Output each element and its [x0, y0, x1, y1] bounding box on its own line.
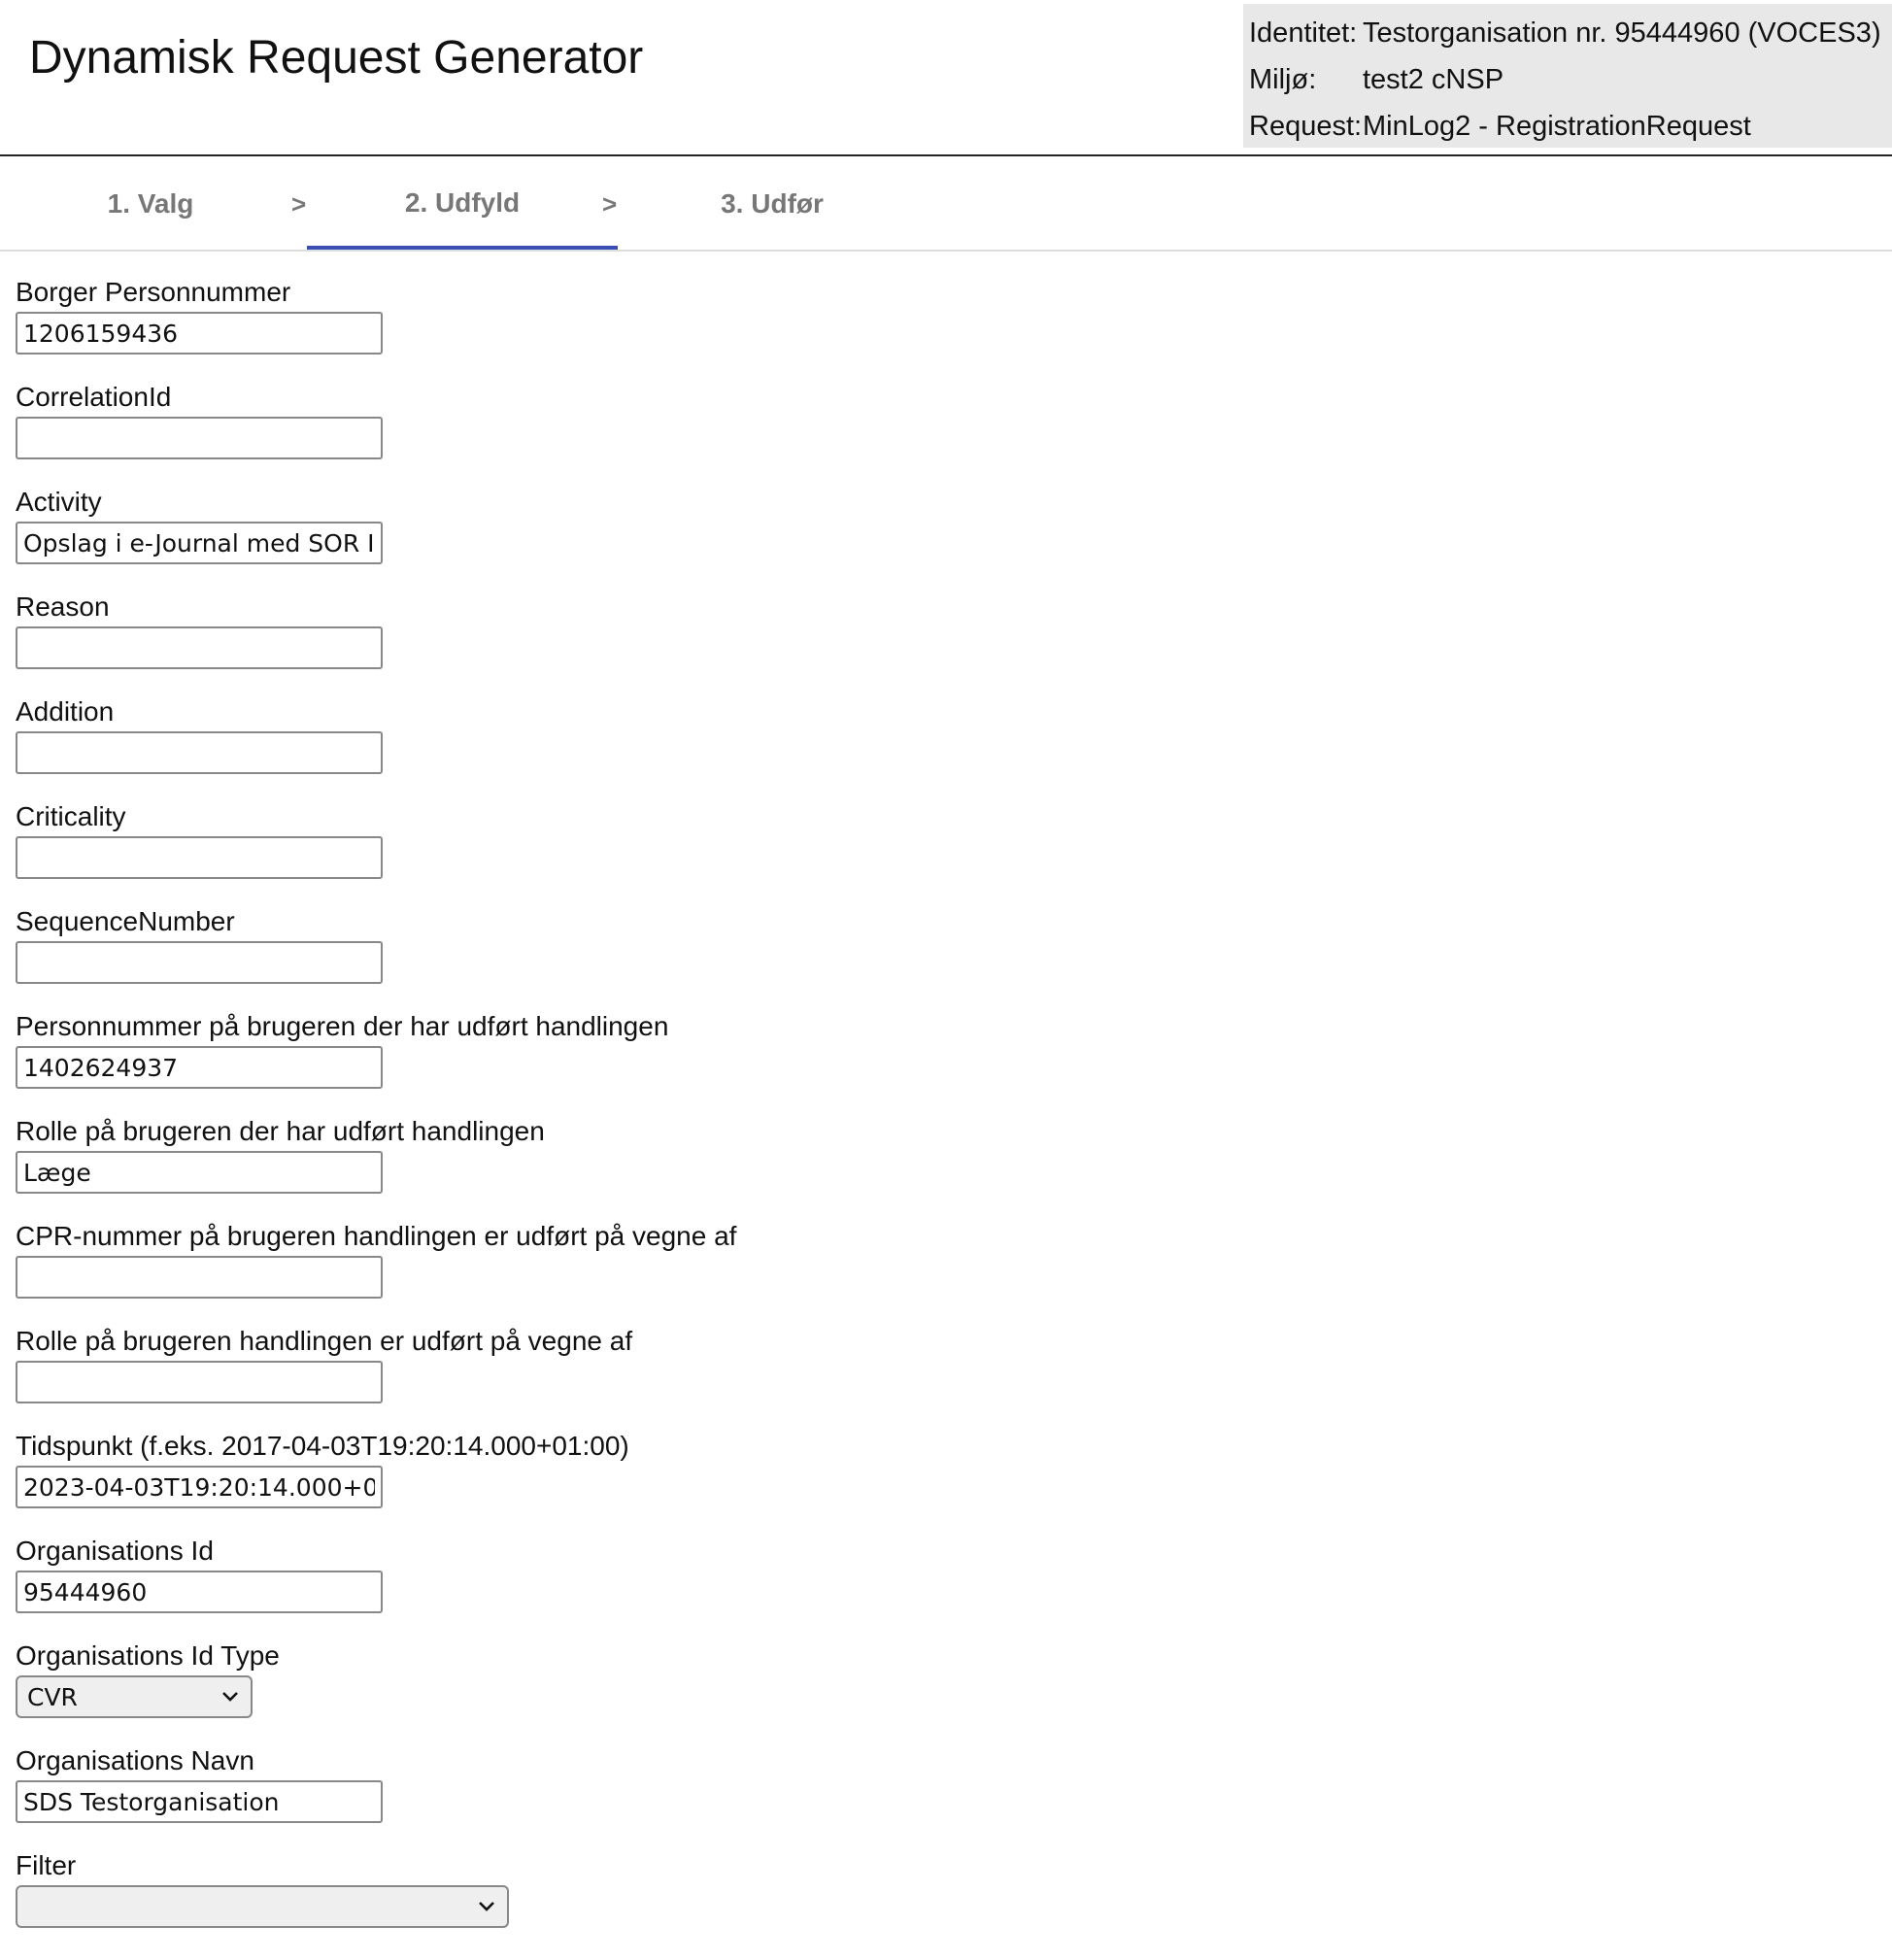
field-label: Organisations Navn — [16, 1745, 254, 1775]
field-organisation-id — [16, 1534, 736, 1639]
field-label: Organisations Id — [16, 1536, 214, 1566]
info-value: MinLog2 - RegistrationRequest — [1363, 110, 1751, 142]
borger-personnummer-input[interactable] — [16, 312, 383, 355]
field-label: Personnummer på brugeren der har udført handlingen — [16, 1011, 669, 1041]
info-value: Testorganisation nr. 95444960 (VOCES3) — [1363, 17, 1881, 49]
page-header — [0, 0, 1892, 156]
field-label: CorrelationId — [16, 382, 172, 412]
info-row-identity — [1249, 10, 1892, 56]
field-on-behalf-cpr — [16, 1219, 736, 1324]
chevron-down-icon — [221, 1691, 239, 1703]
field-reason — [16, 590, 736, 694]
organisation-name-input[interactable] — [16, 1780, 383, 1823]
app-title: Dynamisk Request Generator — [29, 32, 644, 84]
field-label: Activity — [16, 487, 102, 517]
field-borger-personnummer — [16, 275, 736, 380]
field-label: CPR-nummer på brugeren handlingen er udført på vegne af — [16, 1221, 737, 1251]
field-user-role — [16, 1114, 736, 1219]
field-timestamp — [16, 1429, 736, 1534]
field-label: Borger Personnummer — [16, 277, 291, 307]
filter-select[interactable] — [16, 1885, 509, 1928]
info-key: Request: — [1249, 110, 1363, 142]
field-label: SequenceNumber — [16, 906, 235, 936]
user-personnummer-input[interactable] — [16, 1046, 383, 1089]
info-value: test2 cNSP — [1363, 63, 1504, 95]
organisation-id-type-select[interactable] — [16, 1675, 253, 1718]
info-row-environment — [1249, 56, 1892, 103]
field-criticality — [16, 799, 736, 904]
step-separator: > — [291, 188, 307, 219]
criticality-input[interactable] — [16, 836, 383, 879]
field-label: Rolle på brugeren der har udført handlingen — [16, 1116, 545, 1146]
step-separator: > — [602, 188, 618, 219]
chevron-down-icon — [478, 1901, 495, 1912]
field-organisation-name — [16, 1743, 736, 1848]
reason-input[interactable] — [16, 626, 383, 669]
sequence-number-input[interactable] — [16, 941, 383, 984]
on-behalf-role-input[interactable] — [16, 1361, 383, 1403]
addition-input[interactable] — [16, 731, 383, 774]
field-label: Organisations Id Type — [16, 1640, 280, 1671]
info-key: Miljø: — [1249, 63, 1317, 95]
timestamp-input[interactable] — [16, 1466, 383, 1508]
field-label: Addition — [16, 696, 115, 727]
user-role-input[interactable] — [16, 1151, 383, 1194]
field-label: Tidspunkt (f.eks. 2017-04-03T19:20:14.000+01:00) — [16, 1431, 629, 1461]
field-on-behalf-role — [16, 1324, 736, 1429]
field-label: Criticality — [16, 801, 126, 831]
field-sequence-number — [16, 904, 736, 1009]
field-label: Rolle på brugeren handlingen er udført på vegne af — [16, 1326, 633, 1356]
tab-udfoer[interactable]: 3. Udfør — [721, 188, 824, 219]
field-organisation-id-type — [16, 1639, 736, 1743]
activity-input[interactable] — [16, 522, 383, 564]
field-addition — [16, 694, 736, 799]
field-activity — [16, 485, 736, 590]
tab-valg[interactable]: 1. Valg — [107, 188, 194, 219]
select-value: CVR — [27, 1682, 78, 1711]
step-tabs — [0, 156, 1892, 252]
field-label: Filter — [16, 1850, 77, 1880]
info-row-request — [1249, 103, 1892, 150]
field-correlation-id — [16, 380, 736, 485]
field-filter — [16, 1848, 736, 1953]
field-label: Reason — [16, 591, 110, 622]
info-key: Identitet: — [1249, 17, 1358, 49]
organisation-id-input[interactable] — [16, 1571, 383, 1613]
context-info-box — [1243, 4, 1892, 148]
request-form — [16, 275, 736, 1953]
tab-udfyld[interactable]: 2. Udfyld — [307, 156, 618, 250]
on-behalf-cpr-input[interactable] — [16, 1256, 383, 1299]
correlation-id-input[interactable] — [16, 417, 383, 459]
field-user-personnummer — [16, 1009, 736, 1114]
